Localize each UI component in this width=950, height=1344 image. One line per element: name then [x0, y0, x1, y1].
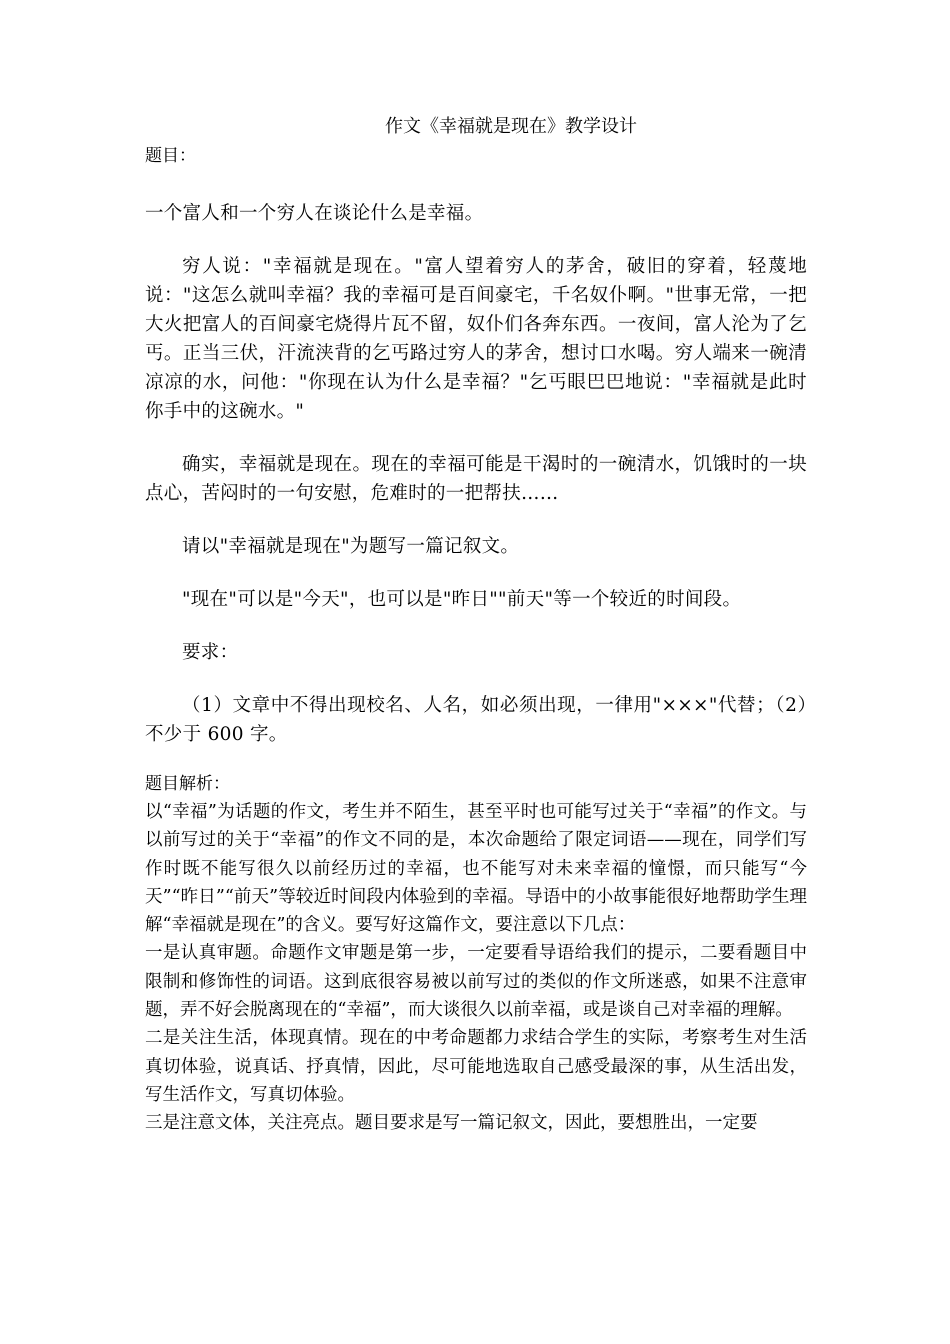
analysis-paragraph-point-1: 一是认真审题。命题作文审题是第一步，一定要看导语给我们的提示，二要看题目中限制和修饰性的词语。这到底很容易被以前写过的类似的作文所迷惑，如果不注意审题，弄不好会脱离现在的“幸福”，而大谈很久以前幸福，或是谈自己对幸福的理解。	[145, 943, 807, 1021]
document-title: 作文《幸福就是现在》教学设计	[385, 116, 637, 137]
prompt-paragraph-requirements: （1）文章中不得出现校名、人名，如必须出现，一律用"×××"代替；（2）不少于 600 字。	[145, 695, 807, 745]
analysis-paragraph-point-2: 二是关注生活，体现真情。现在的中考命题都力求结合学生的实际，考察考生对生活真切体验，说真话、抒真情，因此，尽可能地选取自己感受最深的事，从生活出发，写生活作文，写真切体验。	[145, 1028, 807, 1105]
prompt-paragraph-story: 穷人说："幸福就是现在。"富人望着穷人的茅舍，破旧的穿着，轻蔑地说："这怎么就叫幸福？我的幸福可是百间豪宅，千名奴仆啊。"世事无常，一把大火把富人的百间豪宅烧得片瓦不留，奴仆们各奔东西。一夜间，富人沦为了乞丐。正当三伏，汗流浃背的乞丐路过穷人的茅舍，想讨口水喝。穷人端来一碗清凉凉的水，问他："你现在认为什么是幸福？"乞丐眼巴巴地说："幸福就是此时你手中的这碗水。"	[145, 256, 807, 422]
analysis-label: 题目解析：	[145, 774, 230, 794]
prompt-paragraph-task: 请以"幸福就是现在"为题写一篇记叙文。	[182, 536, 520, 557]
analysis-paragraph-point-3: 三是注意文体，关注亮点。题目要求是写一篇记叙文，因此，要想胜出，一定要	[145, 1113, 758, 1134]
prompt-paragraph-intro: 一个富人和一个穷人在谈论什么是幸福。	[145, 203, 484, 224]
document-page	[145, 112, 807, 1138]
prompt-label: 题目：	[145, 146, 196, 166]
prompt-paragraph-meaning: 确实，幸福就是现在。现在的幸福可能是干渴时的一碗清水，饥饿时的一块点心，苦闷时的一句安慰，危难时的一把帮扶……	[145, 454, 807, 504]
prompt-paragraph-scope: "现在"可以是"今天"，也可以是"昨日""前天"等一个较近的时间段。	[182, 589, 742, 610]
analysis-paragraph-overview: 以“幸福”为话题的作文，考生并不陌生，甚至平时也可能写过关于“幸福”的作文。与以前写过的关于“幸福”的作文不同的是，本次命题给了限定词语——现在，同学们写作时既不能写很久以前经历过的幸福，也不能写对未来幸福的憧憬，而只能写“今天”“昨日”“前天”等较近时间段内体验到的幸福。导语中的小故事能很好地帮助学生理解“幸福就是现在”的含义。要写好这篇作文，要注意以下几点：	[145, 802, 807, 936]
prompt-paragraph-requirements-label: 要求：	[182, 642, 239, 663]
